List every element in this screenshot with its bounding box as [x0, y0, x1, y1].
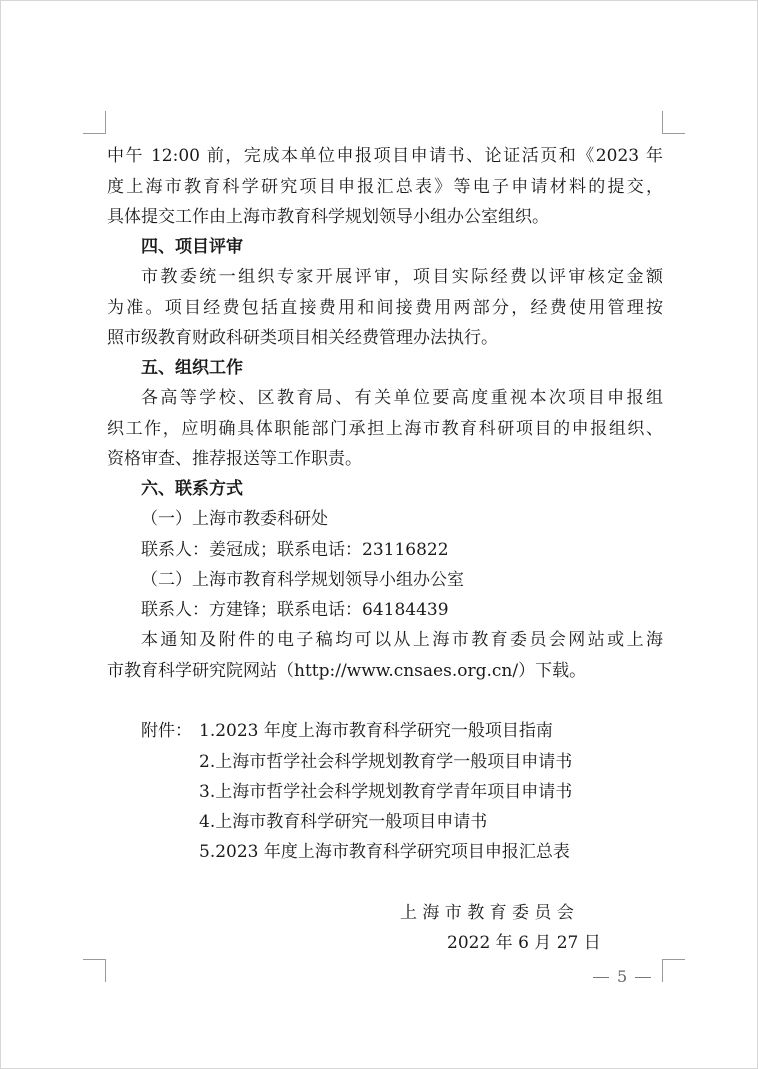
attachment-item: 2.上海市哲学社会科学规划教育学一般项目申请书 [199, 752, 573, 772]
attachment-item: 5.2023 年度上海市教育科学研究项目申报汇总表 [199, 842, 570, 862]
signature-org: 上 海 市 教 育 委 员 会 [400, 903, 574, 923]
contact-person: 联系人：姜冠成；联系电话：23116822 [141, 540, 449, 560]
paragraph-line: 市教育科学研究院网站（http://www.cnsaes.org.cn/）下载。 [107, 661, 587, 681]
contact-org: （一）上海市教委科研处 [141, 509, 328, 529]
attachments-label: 附件： [141, 721, 192, 741]
paragraph-line: 照市级教育财政科研类项目相关经费管理办法执行。 [107, 328, 498, 348]
paragraph-line: 本通知及附件的电子稿均可以从上海市教育委员会网站或上海 [141, 630, 663, 650]
attachment-item: 3.上海市哲学社会科学规划教育学青年项目申请书 [199, 782, 573, 802]
section-heading-review: 四、项目评审 [141, 237, 243, 257]
paragraph-line: 市教委统一组织专家开展评审，项目实际经费以评审核定金额 [141, 267, 663, 287]
page-number [585, 967, 659, 986]
crop-mark-bottom-right [662, 959, 685, 982]
paragraph-line: 织工作，应明确具体职能部门承担上海市教育科研项目的申报组织、 [107, 419, 663, 439]
paragraph-line: 各高等学校、区教育局、有关单位要高度重视本次项目申报组 [141, 388, 663, 408]
paragraph-line: 度上海市教育科学研究项目申报汇总表》等电子申请材料的提交， [107, 177, 663, 197]
page-number-value: 5 [617, 967, 628, 986]
crop-mark-top-left [83, 111, 106, 134]
crop-mark-top-right [662, 111, 685, 134]
paragraph-line: 具体提交工作由上海市教育科学规划领导小组办公室组织。 [107, 207, 549, 227]
contact-person: 联系人：方建锋；联系电话：64184439 [141, 600, 449, 620]
paragraph-line: 资格审查、推荐报送等工作职责。 [107, 449, 362, 469]
section-heading-organization: 五、组织工作 [141, 358, 243, 378]
section-heading-contact: 六、联系方式 [141, 479, 243, 499]
page-number-dash-right [635, 977, 651, 978]
attachment-item: 4.上海市教育科学研究一般项目申请书 [199, 812, 488, 832]
crop-mark-bottom-left [83, 959, 106, 982]
contact-org: （二）上海市教育科学规划领导小组办公室 [141, 570, 464, 590]
attachment-item: 1.2023 年度上海市教育科学研究一般项目指南 [199, 721, 553, 741]
page-number-dash-left [593, 977, 609, 978]
signature-date: 2022 年 6 月 27 日 [447, 933, 601, 953]
paragraph-line: 为准。项目经费包括直接费用和间接费用两部分，经费使用管理按 [107, 298, 663, 318]
paragraph-line: 中午 12:00 前，完成本单位申报项目申请书、论证活页和《2023 年 [107, 146, 663, 166]
